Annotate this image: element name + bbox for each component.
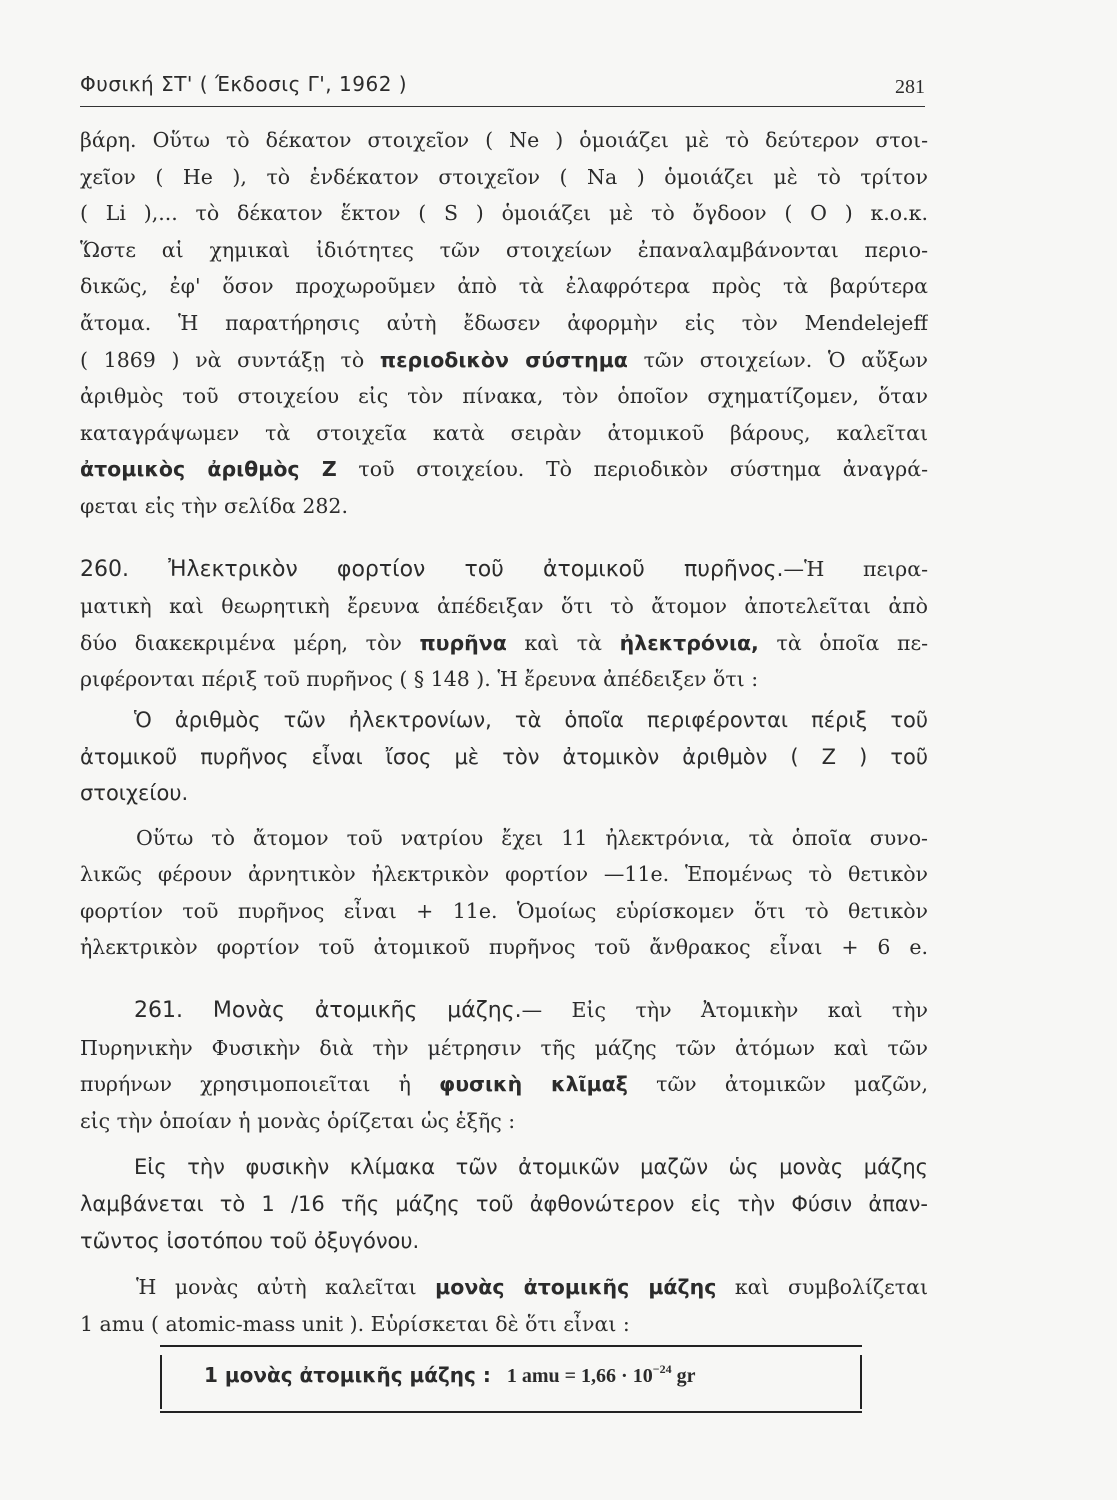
formula-label: 1 μονὰς ἀτομικῆς μάζης : (204, 1363, 491, 1387)
text-run: πυρήνων χρησιμοποιεῖται ἡ (80, 1072, 440, 1097)
formula-exponent: −24 (652, 1362, 672, 1376)
paragraph-periodic-system (80, 122, 928, 525)
text-run: Ἡ μονὰς αὐτὴ καλεῖται (136, 1275, 436, 1300)
header-title: Φυσική ΣΤ' ( Έκδοσις Γ', 1962 ) (80, 72, 408, 96)
text-line: ( Li ),... τὸ δέκατον ἕκτον ( S ) ὁμοιάζει μὲ τὸ ὄγδοον ( O ) κ.ο.κ. (80, 201, 928, 226)
text-line: δικῶς, ἐφ' ὅσον προχωροῦμεν ἀπὸ τὰ ἐλαφρότερα πρὸς τὰ βαρύτερα (80, 274, 928, 299)
paragraph-amu-symbol (80, 1269, 928, 1342)
formula-expression (506, 1362, 696, 1387)
text-run: τῶν ἀτομικῶν μαζῶν, (627, 1072, 928, 1097)
text-run: καὶ τὰ (506, 630, 620, 655)
text-line: χεῖον ( He ), τὸ ἑνδέκατον στοιχεῖον ( Na ) ὁμοιάζει μὲ τὸ τρίτον (80, 164, 928, 189)
text-run: τοῦ στοιχείου. Τὸ περιοδικὸν σύστημα ἀναγρά- (336, 457, 928, 482)
text-line: ἀτομικοῦ πυρῆνος εἶναι ἴσος μὲ τὸν ἀτομικὸν ἀριθμὸν ( Z ) τοῦ (80, 744, 928, 769)
section-261-heading: 261. Μονὰς ἀτομικῆς μάζης. (134, 998, 522, 1024)
term-electrons: ἠλεκτρόνια, (619, 630, 759, 655)
text-line: 1 amu ( atomic-mass unit ). Εὑρίσκεται δὲ ὅτι εἶναι : (80, 1311, 630, 1336)
text-run: τῶν στοιχείων. Ὁ αὔξων (627, 347, 928, 372)
formula-amu (204, 1363, 695, 1388)
text-run: τὰ ὁποῖα πε- (758, 630, 928, 655)
section-260-heading: 260. Ἠλεκτρικὸν φορτίον τοῦ ἀτομικοῦ πυρῆνος. (80, 556, 784, 582)
text-line: τῶντος ἰσοτόπου τοῦ ὀξυγόνου. (80, 1228, 420, 1253)
box-right-rule (860, 1355, 862, 1409)
text-run: ( 1869 ) νὰ συντάξῃ τὸ (80, 347, 380, 372)
text-line: Ὥστε αἱ χημικαὶ ἰδιότητες τῶν στοιχείων ἐπαναλαμβάνονται περιο- (80, 237, 928, 262)
text-line: βάρη. Οὕτω τὸ δέκατον στοιχεῖον ( Ne ) ὁμοιάζει μὲ τὸ δεύτερον στοι- (80, 128, 928, 152)
text-line: ριφέρονται πέριξ τοῦ πυρῆνος ( § 148 ). Ἡ ἔρευνα ἀπέδειξεν ὅτι : (80, 667, 759, 692)
text-line (80, 1269, 928, 1306)
formula-unit: gr (671, 1365, 696, 1387)
text-line: λαμβάνεται τὸ 1 /16 τῆς μάζης τοῦ ἀφθονώτερον εἰς τὴν Φύσιν ἀπαν- (80, 1192, 928, 1217)
text-line: ματικὴ καὶ θεωρητικὴ ἔρευνα ἀπέδειξαν ὅτι τὸ ἄτομον ἀποτελεῖται ἀπὸ (80, 594, 928, 619)
page-number: 281 (895, 76, 925, 98)
text-line (80, 551, 928, 589)
text-line: ἠλεκτρικὸν φορτίον τοῦ ἀτομικοῦ πυρῆνος τοῦ ἄνθρακος εἶναι + 6 e. (80, 935, 928, 960)
term-physical-scale: φυσικὴ κλῖμαξ (439, 1072, 628, 1097)
text-line: Οὕτω τὸ ἄτομον τοῦ νατρίου ἔχει 11 ἠλεκτρόνια, τὰ ὁποῖα συνο- (136, 825, 928, 850)
text-line (80, 992, 928, 1030)
term-nucleus: πυρῆνα (419, 630, 507, 655)
text-line (80, 1066, 928, 1103)
body-text (80, 122, 928, 1342)
text-line: στοιχείου. (80, 781, 189, 806)
term-periodic-system: περιοδικὸν σύστημα (379, 347, 628, 372)
text-line (80, 451, 928, 488)
text-line: ἄτομα. Ἡ παρατήρησις αὐτὴ ἔδωσεν ἀφορμὴν εἰς τὸν Mendelejeff (80, 310, 928, 335)
text-run: —Ἡ πειρα- (783, 556, 928, 581)
formula-box (160, 1345, 862, 1413)
text-run: καὶ συμβολίζεται (716, 1275, 928, 1300)
term-atomic-mass-unit: μονὰς ἀτομικῆς μάζης (435, 1275, 717, 1300)
text-line: λικῶς φέρουν ἀρνητικὸν ἠλεκτρικὸν φορτίον —11e. Ἑπομένως τὸ θετικὸν (80, 862, 928, 887)
box-left-rule (160, 1355, 162, 1409)
text-line: φορτίον τοῦ πυρῆνος εἶναι + 11e. Ὁμοίως εὑρίσκομεν ὅτι τὸ θετικὸν (80, 898, 928, 923)
running-header (80, 66, 925, 107)
term-atomic-number: ἀτομικὸς ἀριθμὸς Z (80, 457, 337, 482)
text-line (80, 342, 928, 379)
text-line (80, 625, 928, 662)
text-line: φεται εἰς τὴν σελίδα 282. (80, 493, 348, 518)
text-run: δύο διακεκριμένα μέρη, τὸν (80, 630, 420, 655)
example-sodium (80, 820, 928, 966)
text-line: καταγράψωμεν τὰ στοιχεῖα κατὰ σειρὰν ἀτομικοῦ βάρους, καλεῖται (80, 420, 928, 445)
text-line: Εἰς τὴν φυσικὴν κλίμακα τῶν ἀτομικῶν μαζῶν ὡς μονὰς μάζης (134, 1155, 928, 1180)
definition-amu (80, 1149, 928, 1259)
rule-statement (80, 702, 928, 812)
text-run: — Εἰς τὴν Ἀτομικὴν καὶ τὴν (521, 998, 928, 1023)
text-line: ἀριθμὸς τοῦ στοιχείου εἰς τὸν πίνακα, τὸν ὁποῖον σχηματίζομεν, ὅταν (80, 384, 928, 409)
section-261 (80, 992, 928, 1342)
formula-main: 1 amu = 1,66 · 10 (506, 1365, 653, 1387)
section-260 (80, 551, 928, 967)
text-line: Ὁ ἀριθμὸς τῶν ἠλεκτρονίων, τὰ ὁποῖα περιφέρονται πέριξ τοῦ (134, 707, 928, 732)
text-line: εἰς τὴν ὁποίαν ἡ μονὰς ὁρίζεται ὡς ἑξῆς : (80, 1108, 516, 1133)
text-line: Πυρηνικὴν Φυσικὴν διὰ τὴν μέτρησιν τῆς μάζης τῶν ἀτόμων καὶ τῶν (80, 1035, 928, 1060)
